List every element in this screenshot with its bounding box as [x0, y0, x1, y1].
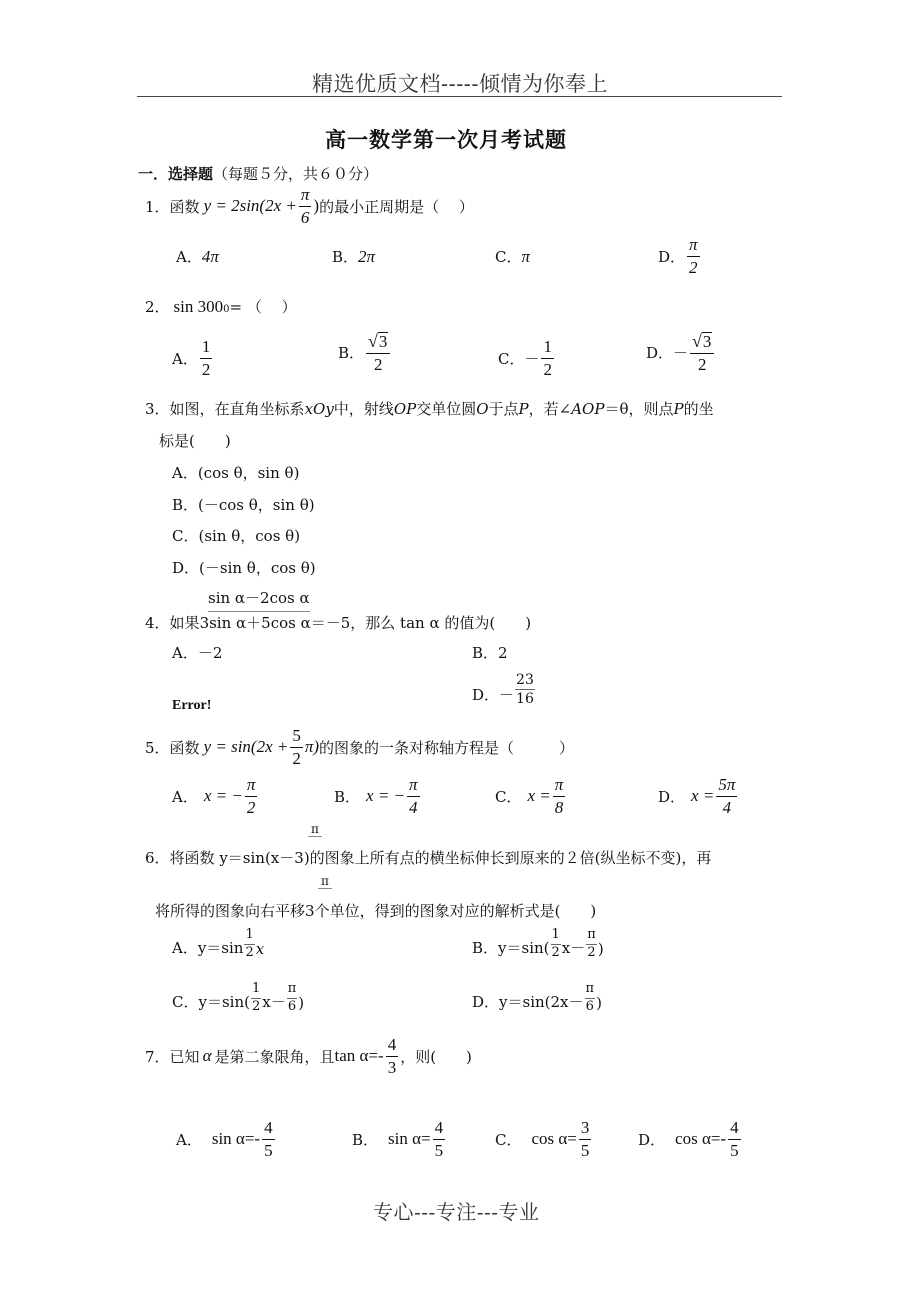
question-text: 如果 [169, 614, 200, 632]
option-d[interactable] [472, 672, 536, 707]
fraction-numerator: 1 [244, 928, 254, 945]
radicand: 3 [702, 332, 712, 351]
math-expression: y = sin(2x + [203, 737, 289, 757]
math-variable: α [202, 1046, 212, 1066]
fraction-denominator: 5 [264, 1140, 273, 1160]
question-number: 6． [145, 849, 170, 867]
option-label: C．y＝sin( [172, 992, 250, 1011]
option-a[interactable] [172, 776, 259, 817]
option-c[interactable]: Error! [172, 698, 212, 713]
fraction-numerator: sin α－2cos α [208, 587, 310, 612]
fraction-denominator: 16 [516, 691, 534, 708]
fraction-denominator: 8 [554, 797, 564, 817]
question-text: ＝－5，那么 tan α 的值为( ) [310, 614, 532, 632]
option-d[interactable] [658, 236, 702, 277]
math-expression: x－ [262, 992, 286, 1011]
fraction [287, 982, 298, 1015]
question-text: 中，射线 [333, 400, 394, 418]
option-a[interactable] [176, 1119, 277, 1160]
math-variable: P [673, 400, 684, 418]
option-label: D．－ [646, 344, 689, 363]
question-number: 2． [145, 298, 170, 316]
fraction-denominator: 4 [409, 797, 418, 817]
option-label: B． [334, 787, 361, 806]
fraction [407, 776, 420, 817]
option-b[interactable] [334, 776, 422, 817]
question-text: 的最小正周期是（ ） [319, 197, 474, 216]
fraction-numerator: 5 [290, 727, 303, 748]
fraction-numerator: π [318, 874, 332, 889]
option-label: A． [176, 1130, 202, 1149]
fraction-numerator: 1 [551, 928, 561, 945]
option-d[interactable] [472, 982, 602, 1015]
math-expression: cos α= [531, 1129, 577, 1149]
option-label: D． [658, 787, 686, 806]
option-a[interactable] [176, 246, 219, 267]
math-expression: sin 300 [173, 297, 224, 316]
option-label: C．－ [498, 349, 540, 368]
math-expression: x = [691, 786, 715, 806]
fraction-denominator: 3 [387, 1057, 397, 1077]
fraction-numerator: 4 [433, 1119, 446, 1140]
option-a[interactable] [172, 338, 214, 379]
option-label: C． [495, 248, 522, 266]
fraction [541, 338, 554, 379]
section-heading [138, 163, 378, 184]
fraction-numerator: π [308, 822, 322, 837]
fraction [386, 1036, 399, 1077]
fraction [586, 928, 597, 961]
option-label: D． [638, 1130, 666, 1149]
fraction-numerator: 1 [200, 338, 213, 359]
question-1 [145, 186, 474, 227]
fraction-numerator: 4 [262, 1119, 275, 1140]
option-label: A．y＝sin [172, 938, 244, 957]
option-label: A． [172, 787, 198, 806]
option-d[interactable] [638, 1119, 743, 1160]
question-text: 将所得的图象向右平移 [155, 902, 306, 920]
fraction-denominator: 2 [697, 354, 707, 374]
fraction-denominator: 2 [587, 944, 596, 960]
math-expression: x = − [203, 786, 243, 806]
fraction-numerator: 4 [386, 1036, 399, 1057]
question-text: 函数 [169, 738, 200, 757]
fraction-denominator: 4 [722, 797, 732, 817]
question-6 [145, 847, 711, 868]
option-b[interactable]: B．(－cos θ，sin θ) [172, 496, 315, 514]
fraction [299, 186, 312, 227]
question-text: 已知 [169, 1047, 200, 1066]
option-c[interactable] [495, 776, 567, 817]
fraction-numerator: π [287, 982, 298, 999]
question-number: 7． [145, 1047, 170, 1066]
fraction [290, 727, 303, 768]
math-variable: x [255, 939, 265, 958]
fraction [728, 1119, 741, 1160]
fraction-numerator: 23 [515, 672, 535, 690]
question-text: 的图象的一条对称轴方程是（ ） [319, 738, 575, 757]
math-expression: sin α=- [211, 1129, 261, 1149]
question-text: 函数 [169, 197, 200, 216]
option-a[interactable] [172, 928, 264, 961]
fraction [515, 672, 535, 707]
option-d[interactable]: D．(－sin θ，cos θ) [172, 559, 316, 577]
fraction-denominator: 6 [300, 207, 310, 227]
fraction-numerator: 4 [728, 1119, 741, 1140]
math-variable: O [476, 400, 489, 418]
option-c[interactable] [495, 1119, 593, 1160]
fraction-denominator: 6 [287, 998, 297, 1014]
section-note: （每题５分，共６０分） [213, 165, 379, 183]
fraction-numerator [690, 332, 714, 354]
page-header: 精选优质文档-----倾情为你奉上 [312, 72, 608, 96]
fraction [244, 928, 254, 961]
fraction-denominator: 5 [580, 1140, 590, 1160]
fraction-denominator: 2 [246, 797, 256, 817]
option-label: B． [332, 248, 359, 266]
math-variable: xOy [304, 400, 334, 418]
question-text: 个单位，得到的图象对应的解析式是( ) [314, 902, 597, 920]
option-c[interactable] [498, 338, 556, 379]
page-footer: 专心---专注---专业 [373, 1200, 540, 1224]
math-expression: x = [527, 786, 551, 806]
option-label: B． [352, 1130, 379, 1149]
question-5 [145, 727, 574, 768]
question-text: 如图，在直角坐标系 [169, 400, 305, 418]
option-label: D． [658, 247, 686, 266]
question-text: 将函数 y＝sin(x－ [169, 849, 295, 867]
fraction-numerator: π [553, 776, 566, 797]
fraction [579, 1119, 592, 1160]
fraction [553, 776, 566, 817]
option-label: C． [495, 787, 522, 806]
fraction-denominator: 3 [294, 849, 304, 867]
fraction [551, 928, 561, 961]
question-number: 1． [145, 197, 170, 216]
question-text: 是第二象限角，且 [214, 1047, 335, 1066]
option-b[interactable] [352, 1119, 447, 1160]
math-variable: OP [393, 400, 417, 418]
question-6-line-2 [155, 900, 596, 921]
option-b[interactable] [472, 928, 604, 961]
fraction-denominator: 3sin α＋5cos α [199, 614, 311, 632]
fraction [200, 338, 213, 379]
question-text: 的坐 [683, 400, 714, 418]
math-expression: ) [597, 939, 604, 958]
question-number: 4． [145, 614, 170, 632]
fraction-denominator: 2 [543, 359, 552, 379]
header-divider [137, 96, 782, 97]
option-d[interactable] [646, 332, 716, 374]
fraction-denominator: 2 [201, 359, 211, 379]
math-expression: ) [596, 993, 602, 1012]
question-text: ，若∠ [528, 400, 572, 418]
fraction-numerator: 3 [579, 1119, 592, 1140]
option-d[interactable] [658, 776, 739, 817]
math-expression: ) [313, 196, 320, 216]
fraction-numerator [366, 332, 390, 354]
fraction-numerator: π [585, 982, 596, 999]
question-number: 3． [145, 400, 170, 418]
fraction-numerator: 1 [541, 338, 554, 359]
fraction [687, 236, 700, 277]
fraction-denominator: 2 [251, 998, 261, 1014]
option-b[interactable] [338, 332, 392, 374]
math-variable: P [518, 400, 529, 418]
question-3 [145, 398, 714, 419]
option-b[interactable] [332, 246, 375, 267]
fraction-denominator: 5 [434, 1140, 444, 1160]
option-label: A． [172, 349, 198, 368]
math-expression: ) [298, 993, 305, 1012]
question-text-line: 标是( ) [159, 432, 231, 450]
fraction-numerator: π [586, 928, 597, 945]
fraction-denominator: 2 [292, 748, 301, 768]
fraction [262, 1119, 275, 1160]
option-label: C． [495, 1130, 522, 1149]
sqrt-icon: √ [692, 331, 702, 351]
option-c[interactable]: C．(sin θ，cos θ) [172, 527, 301, 545]
fraction-denominator: 2 [245, 944, 254, 960]
fraction-denominator: 2 [551, 944, 560, 960]
option-a[interactable]: A．－2 [172, 644, 223, 662]
question-text: 交单位圆 [416, 400, 477, 418]
fraction-denominator: 5 [730, 1140, 739, 1160]
math-expression: x－ [561, 938, 586, 957]
fraction-denominator: 6 [585, 998, 594, 1014]
option-value: 2π [358, 247, 376, 266]
fraction-numerator: 1 [251, 982, 261, 999]
question-number: 5． [145, 738, 170, 757]
page-title: 高一数学第一次月考试题 [325, 128, 567, 152]
question-text: ＝θ，则点 [604, 400, 674, 418]
option-label: D．y＝sin(2x－ [472, 992, 584, 1011]
option-value: 4π [201, 247, 219, 266]
fraction-numerator: 5π [716, 776, 737, 797]
fraction-denominator: 3 [305, 902, 315, 920]
fraction [366, 332, 390, 374]
question-text: 于点 [488, 400, 519, 418]
fraction-denominator: 2 [373, 354, 383, 374]
math-expression: π) [304, 737, 320, 757]
math-variable: AOP [571, 400, 605, 418]
option-b[interactable]: B．2 [472, 644, 508, 662]
math-expression: x = − [366, 786, 406, 806]
question-text: ，则( ) [400, 1047, 472, 1066]
fraction [585, 982, 596, 1015]
option-a[interactable]: A．(cos θ，sin θ) [172, 464, 300, 482]
math-expression: tan α=- [334, 1046, 384, 1066]
question-text: )的图象上所有点的横坐标伸长到原来的２倍(纵坐标不变)，再 [303, 849, 712, 867]
option-label: B．y＝sin( [472, 938, 550, 957]
option-value: π [521, 247, 531, 266]
fraction [433, 1119, 446, 1160]
superscript: 0 [223, 304, 230, 315]
radicand: 3 [378, 332, 388, 351]
question-text: = （ ） [229, 298, 297, 316]
fraction-numerator: π [407, 776, 420, 797]
math-expression: y = 2sin(2x + [203, 196, 297, 216]
option-label: A． [176, 248, 202, 266]
fraction-numerator: π [299, 186, 312, 207]
fraction [716, 776, 737, 817]
sqrt-icon: √ [368, 331, 378, 351]
fraction-numerator: π [245, 776, 258, 797]
fraction [251, 982, 261, 1015]
math-expression: cos α=- [675, 1129, 727, 1149]
question-2 [145, 296, 297, 317]
section-label: 一．选择题 [138, 165, 214, 183]
fraction [690, 332, 714, 374]
fraction [245, 776, 258, 817]
fraction-denominator: 2 [689, 257, 698, 277]
question-4 [145, 612, 531, 633]
option-c[interactable] [495, 246, 530, 267]
option-c[interactable] [172, 982, 304, 1015]
option-label: D．－ [472, 686, 515, 705]
fraction-numerator: π [687, 236, 700, 257]
option-label: B． [338, 344, 365, 363]
question-7 [145, 1036, 472, 1077]
math-expression: sin α= [388, 1129, 431, 1149]
